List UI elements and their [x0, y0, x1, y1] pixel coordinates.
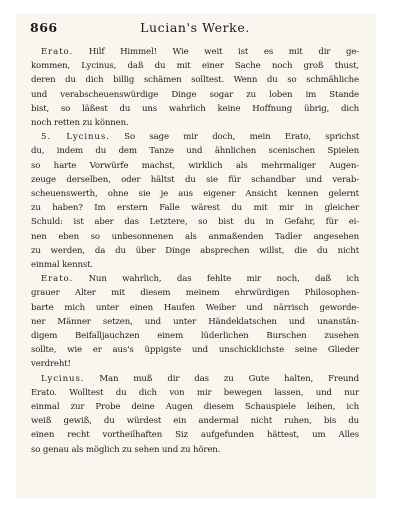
text-line: verdreht!: [31, 359, 71, 370]
text-line: weiß gewiß, du würdest ein andermal nicht ruhen, bis du: [31, 416, 359, 427]
text-line: Lycinus. Man muß dir das zu Gute halten, Freund: [41, 373, 359, 384]
speaker-name: 5. Lycinus.: [41, 132, 110, 143]
text-line: nen eben so unbesonnenen als anmaßenden Tadler angesehen: [31, 231, 359, 242]
text-line: zu werden, da du über Dinge absprechen willst, die du nicht: [31, 245, 359, 256]
paragraph-erato-2: [31, 272, 359, 371]
text-line: bist, so läßest du uns wahrlich keine Hoffnung übrig, dich: [31, 103, 359, 114]
paragraph-erato-1: [31, 45, 359, 130]
text-line: barte mich unter einen Haufen Weiber und närrisch geworde-: [31, 302, 359, 313]
text-line: zu haben? Im erstern Falle wärest du mit mir in gleicher: [31, 203, 359, 214]
speaker-name: Erato.: [41, 47, 74, 57]
speaker-name: Lycinus.: [41, 373, 85, 384]
text-line: einen recht vortheilhaften Siz aufgefunden hättest, um Alles: [31, 430, 359, 441]
text-line: zeuge derselben, oder hältst du sie für schandbar und verab-: [31, 174, 359, 185]
text-line: scheuenswerth, ohne sie je aus eigener Ansicht kennen gelernt: [31, 189, 359, 200]
text-line: Schuld: ist aber das Letztere, so bist du in Gefahr, für ei-: [31, 217, 359, 228]
text-line: 5. Lycinus. So sage mir doch, mein Erato, sprichst: [41, 132, 360, 143]
paragraph-lycinus-2: [31, 372, 359, 457]
text-line: Erato. Wolltest du dich von mir bewegen lassen, und nur: [31, 387, 359, 398]
text-line: einmal zur Probe deine Augen diesem Schauspiele leihen, ich: [31, 402, 359, 413]
running-title: Lucian's Werke.: [140, 20, 250, 35]
text-line: so harte Vorwürfe machst, wirklich als mehrmaliger Augen-: [31, 160, 359, 171]
speaker-name: Erato.: [41, 274, 74, 285]
text-line: sollte, wie er aus's üppigste und unschicklichste seine Glieder: [31, 345, 359, 356]
text-line: digem Beifalljauchzen einem lüderlichen Burschen zusehen: [31, 331, 359, 342]
page-body: [31, 45, 359, 457]
text-line: noch retten zu können.: [31, 118, 129, 129]
text-line: so genau als möglich zu sehen und zu hören.: [31, 444, 221, 455]
text-line: und verabscheuenswürdige Dinge sogar zu loben im Stande: [31, 89, 359, 100]
page-number: 866: [30, 20, 58, 35]
page-header: [30, 18, 360, 38]
text-line: Erato. Hilf Himmel! Wie weit ist es mit dir ge-: [41, 47, 359, 57]
paragraph-lycinus-1: [31, 130, 359, 272]
text-line: einmal kennst.: [31, 260, 93, 271]
text-line: ner Männer setzen, und unter Händeklatschen und unanstän-: [31, 316, 359, 327]
text-line: du, indem du dem Tanze und ähnlichen scenischen Spielen: [31, 146, 359, 157]
text-line: grauer Alter mit diesem meinem ehrwürdigen Philosophen-: [31, 288, 359, 299]
text-line: kommen, Lycinus, daß du mit einer Sache noch groß thust,: [31, 61, 359, 72]
text-line: Erato. Nun wahrlich, das fehlte mir noch, daß ich: [41, 274, 359, 285]
text-line: deren du dich billig schämen solltest. Wenn du so schmähliche: [31, 75, 359, 86]
